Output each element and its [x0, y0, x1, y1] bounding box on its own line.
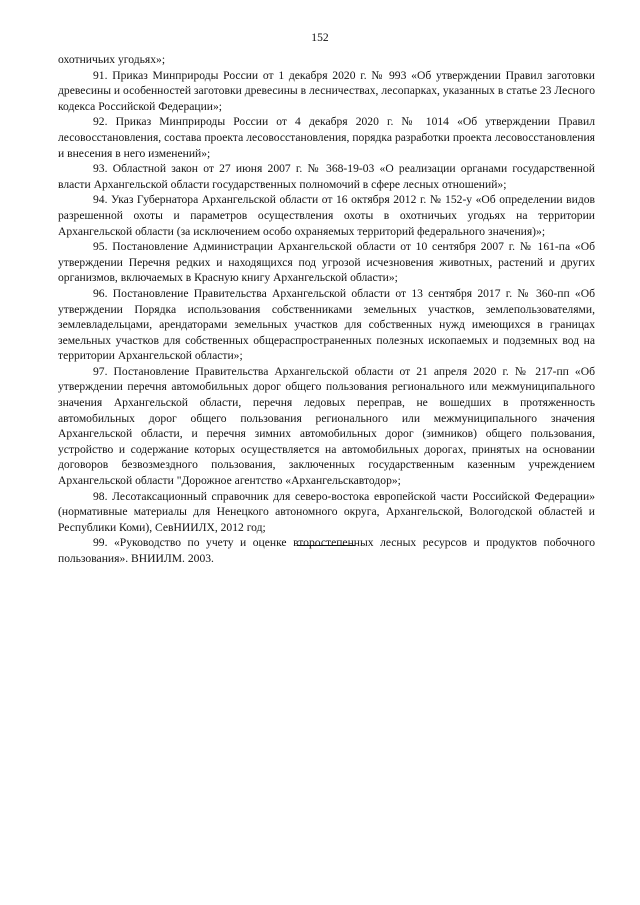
list-item-92: 92. Приказ Минприроды России от 4 декабря 2020 г. № 1014 «Об утверждении Правил лесовосстановления, состава проекта лесовосстановления, порядка разработки проекта лесовосстановления и внесения в него изменений»;: [58, 115, 595, 160]
end-of-document-rule: [297, 545, 355, 546]
list-item-97: 97. Постановление Правительства Архангельской области от 21 апреля 2020 г. № 217-пп «Об утверждении перечня автомобильных дорог общего пользования регионального или межмуниципального значения Архангельской области, перечня ледовых переправ, не вошедших в протяженность автомобильных дорог общего пользования регионального или межмуниципального значения Архангельской области, и перечня зимних автомобильных дорог (зимников) общего пользования, устройство и содержание которых осуществляется на автомобильных дорогах, принятых на основании договоров безвозмездного пользования, заключенных государственным казенным учреждением Архангельской области "Дорожное агентство «Архангельскавтодор»;: [58, 364, 595, 488]
page-number: 152: [311, 31, 329, 44]
list-item-95: 95. Постановление Администрации Архангельской области от 10 сентября 2007 г. № 161-па «Об утверждении Перечня редких и находящихся под угрозой исчезновения животных, растений и других организмов, включаемых в Красную книгу Архангельской области»;: [58, 240, 595, 285]
paragraph-continuation: охотничьих угодьях»;: [58, 53, 166, 66]
list-item-98: 98. Лесотаксационный справочник для северо-востока европейской части Российской Федерации» (нормативные материалы для Ненецкого автономного округа, Архангельской, Вологодской областей и Республики Коми), СевНИИЛХ, 2012 год;: [58, 489, 595, 534]
document-body: [58, 52, 595, 567]
list-item-91: 91. Приказ Минприроды России от 1 декабря 2020 г. № 993 «Об утверждении Правил заготовки древесины и особенностей заготовки древесины в лесничествах, лесопарках, указанных в статье 23 Лесного кодекса Российской Федерации»;: [58, 68, 595, 113]
list-item-99: 99. «Руководство по учету и оценке второстепенных лесных ресурсов и продуктов побочного пользования». ВНИИЛМ. 2003.: [58, 536, 595, 565]
list-item-94: 94. Указ Губернатора Архангельской области от 16 октября 2012 г. № 152-у «Об определении видов разрешенной охоты и параметров осуществления охоты в охотничьих угодьях на территории Архангельской области (за исключением особо охраняемых территорий федерального значения)»;: [58, 193, 595, 238]
list-item-93: 93. Областной закон от 27 июня 2007 г. № 368-19-03 «О реализации органами государственной власти Архангельской области государственных полномочий в сфере лесных отношений»;: [58, 162, 595, 191]
list-item-96: 96. Постановление Правительства Архангельской области от 13 сентября 2017 г. № 360-пп «Об утверждении Порядка использования собственниками земельных участков, землепользователями, землевладельцами, арендаторами земельных участков для собственных нужд имеющихся в границах земельных участков для собственных общераспространенных полезных ископаемых и подземных вод на территории Архангельской области»;: [58, 286, 595, 363]
